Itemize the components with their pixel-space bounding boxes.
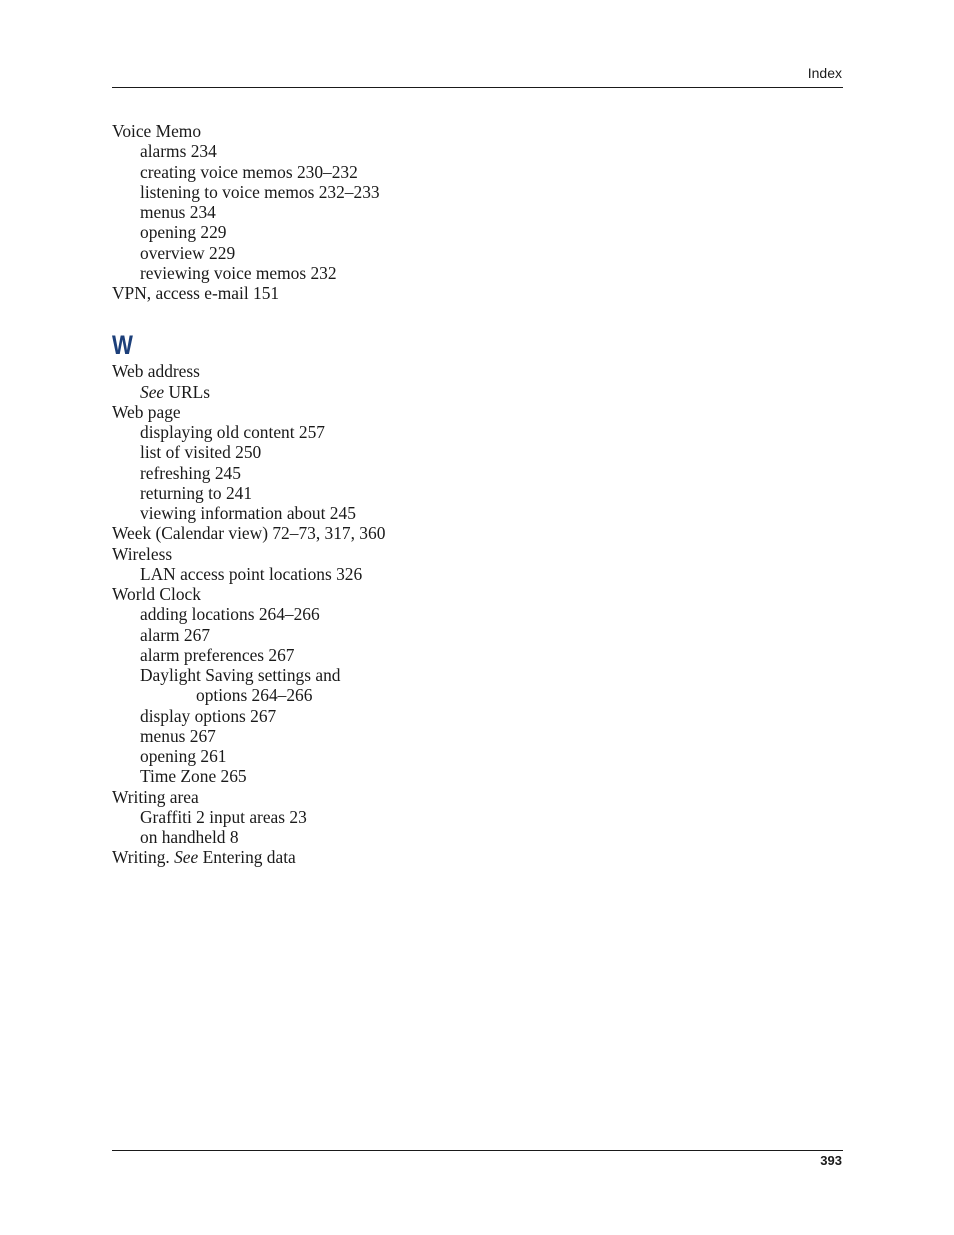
entry-text: adding locations 264–266 (140, 604, 320, 625)
entry-text: displaying old content 257 (140, 422, 325, 442)
index-subentry (112, 182, 512, 202)
entry-text: returning to 241 (140, 482, 253, 503)
index-entry (112, 121, 512, 141)
index-entry (112, 361, 512, 381)
entry-text: Entering data (198, 847, 296, 868)
index-subentry (112, 665, 512, 685)
index-subentry (112, 645, 512, 665)
index-subentry (112, 222, 512, 242)
entry-text: alarm 267 (140, 624, 211, 645)
entry-text: LAN access point locations 326 (140, 563, 363, 584)
index-entries (112, 121, 512, 868)
entry-text: opening 261 (140, 746, 227, 766)
index-subentry (112, 706, 512, 726)
entry-text: URLs (164, 381, 211, 402)
entry-prefix: Writing. (112, 847, 175, 868)
index-group-w (112, 361, 512, 867)
index-subentry (112, 604, 512, 624)
entry-text: display options 267 (140, 705, 277, 726)
header-rule (112, 87, 843, 88)
entry-text: alarms 234 (140, 141, 217, 162)
index-subentry (112, 141, 512, 161)
index-subentry (112, 685, 512, 705)
index-subentry (112, 162, 512, 182)
index-entry (112, 402, 512, 422)
index-subentry (112, 463, 512, 483)
entry-text: list of visited 250 (140, 442, 262, 463)
see-reference: See (140, 381, 165, 402)
index-subentry (112, 442, 512, 462)
entry-text: opening 229 (140, 222, 227, 243)
index-group-v-continued (112, 121, 512, 303)
footer-rule (112, 1150, 843, 1151)
index-entry (112, 847, 512, 867)
entry-text: Daylight Saving settings and (140, 665, 341, 685)
index-entry (112, 523, 512, 543)
index-subentry (112, 726, 512, 746)
entry-text: options 264–266 (196, 685, 313, 706)
entry-text: viewing information about 245 (140, 503, 356, 523)
index-subentry (112, 422, 512, 442)
entry-text: VPN, access e-mail 151 (112, 283, 280, 303)
entry-text: Voice Memo (112, 121, 202, 141)
entry-text: menus 267 (140, 725, 216, 746)
section-gap (112, 303, 512, 323)
entry-text: Web address (112, 361, 200, 382)
entry-text: Web page (112, 401, 181, 422)
entry-text: Week (Calendar view) 72–73, 317, 360 (112, 523, 386, 544)
index-entry (112, 584, 512, 604)
entry-text: World Clock (112, 584, 201, 604)
index-subentry (112, 202, 512, 222)
index-subentry (112, 827, 512, 847)
index-subentry (112, 625, 512, 645)
index-entry (112, 283, 512, 303)
index-subentry (112, 243, 512, 263)
entry-text: Wireless (112, 543, 173, 564)
index-entry (112, 544, 512, 564)
index-subentry (112, 766, 512, 786)
see-reference: See (174, 847, 199, 868)
entry-text: creating voice memos 230–232 (140, 161, 358, 182)
index-subentry (112, 483, 512, 503)
entry-text: Time Zone 265 (140, 766, 247, 787)
index-entry (112, 787, 512, 807)
entry-text: Writing area (112, 786, 199, 807)
entry-text: Graffiti 2 input areas 23 (140, 806, 307, 827)
entry-text: on handheld 8 (140, 827, 239, 847)
index-subentry (112, 503, 512, 523)
entry-text: reviewing voice memos 232 (140, 262, 337, 283)
index-subentry (112, 382, 512, 402)
page-number: 393 (820, 1153, 842, 1168)
section-letter-w: W (112, 330, 133, 361)
entry-text: overview 229 (140, 242, 236, 263)
index-subentry (112, 564, 512, 584)
entry-text: listening to voice memos 232–233 (140, 181, 380, 202)
entry-text: menus 234 (140, 202, 216, 222)
index-subentry (112, 807, 512, 827)
entry-text: refreshing 245 (140, 462, 241, 483)
index-subentry (112, 746, 512, 766)
index-subentry (112, 263, 512, 283)
running-head: Index (807, 65, 842, 81)
entry-text: alarm preferences 267 (140, 644, 295, 665)
